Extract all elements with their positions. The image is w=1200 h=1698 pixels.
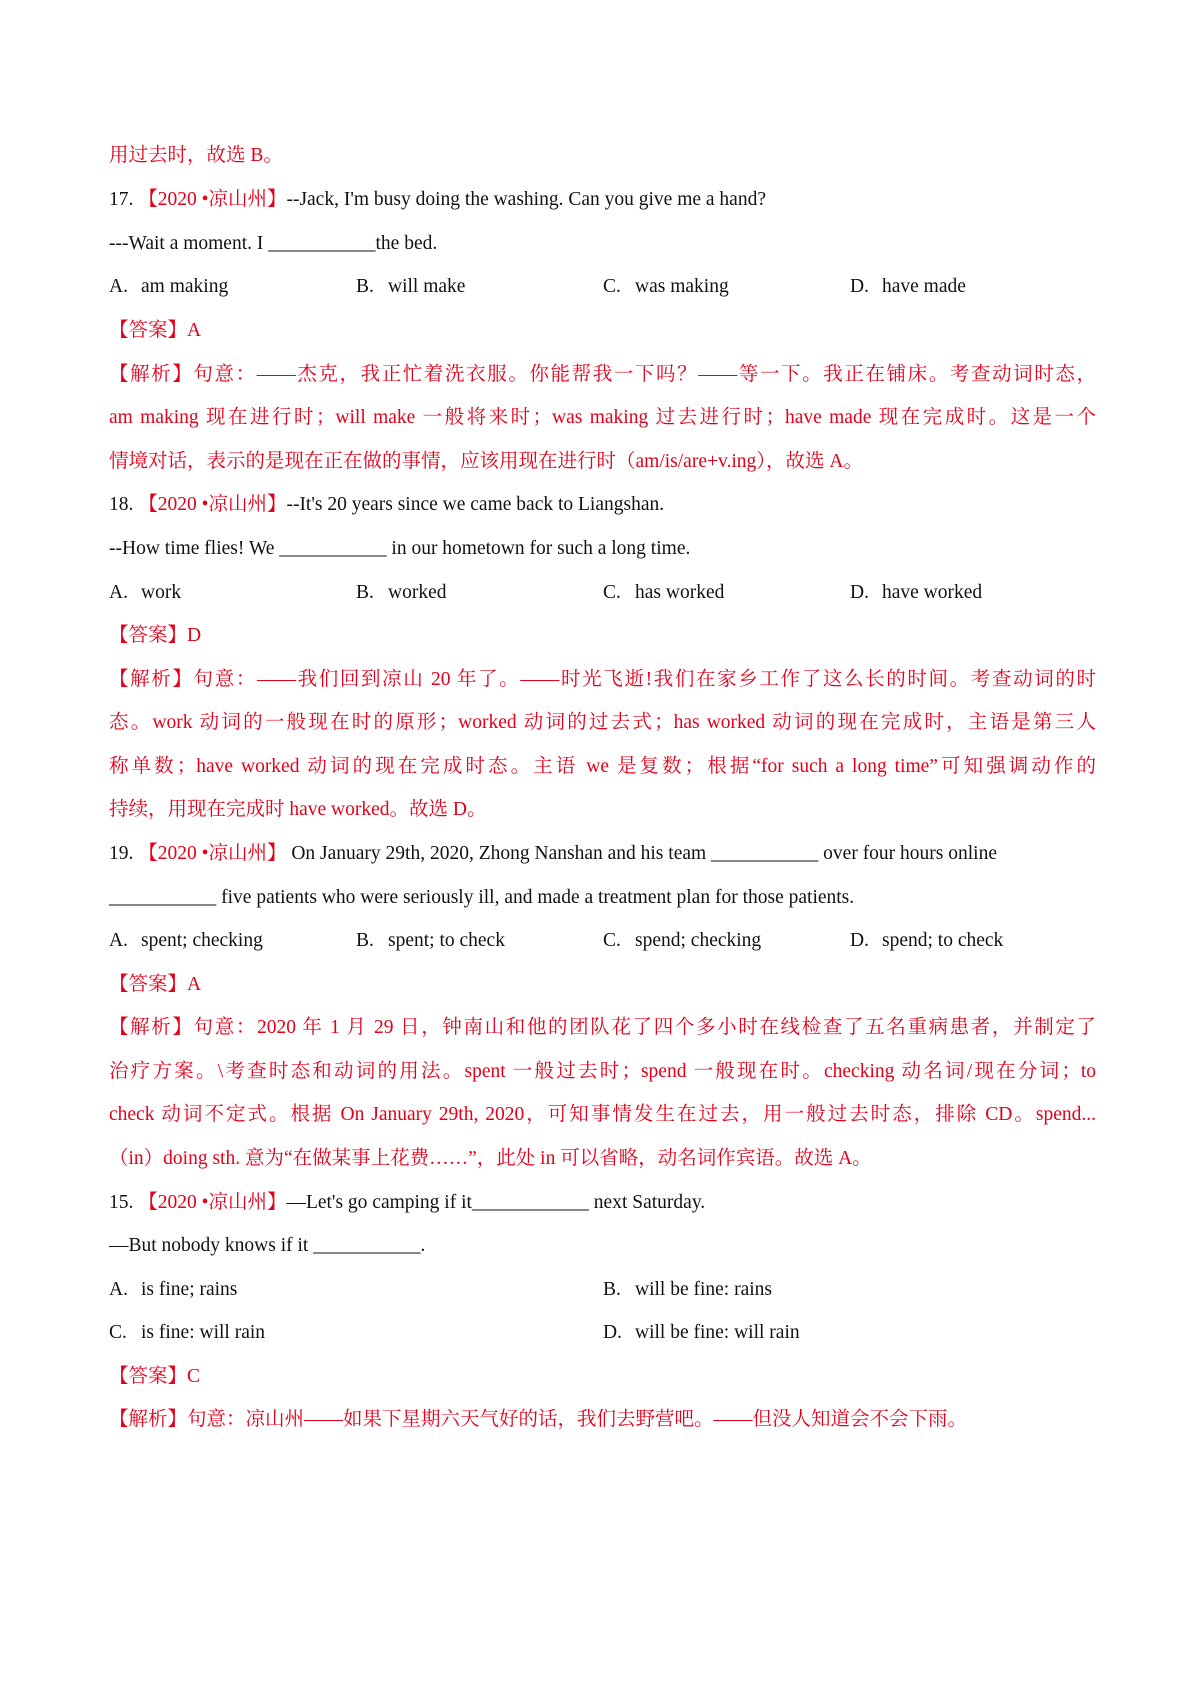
option-c: C. is fine: will rain <box>109 1322 266 1343</box>
option-c: C. spend; checking <box>603 930 762 951</box>
answer-line: 【答案】D <box>109 625 202 646</box>
option-d: D. have made <box>850 276 966 297</box>
answer-line: 【答案】A <box>109 974 202 995</box>
question-source-tag: 【2020 •凉山州】 <box>138 843 287 864</box>
question-17-stem <box>109 187 1096 213</box>
explanation-line: 持续，用现在完成时 have worked。故选 D。 <box>109 799 487 820</box>
option-d: D. spend; to check <box>850 930 1004 951</box>
explanation-line: 【解析】句意：2020 年 1 月 29 日，钟南山和他的团队花了四个多小时在线检查了五名重病患者，并制定了 <box>109 1017 1096 1038</box>
question-17-response: ---Wait a moment. I ___________the bed. <box>109 233 438 254</box>
option-d: D. have worked <box>850 582 983 603</box>
explanation-line: 情境对话，表示的是现在正在做的事情，应该用现在进行时（am/is/are+v.ing），故选 A。 <box>109 451 863 472</box>
question-text: --It's 20 years since we came back to Liangshan. <box>286 494 665 515</box>
explanation-tail-line: 用过去时，故选 B。 <box>109 145 283 166</box>
question-text: —Let's go camping if it____________ next Saturday. <box>286 1192 706 1213</box>
option-a: A. is fine; rains <box>109 1279 238 1300</box>
option-a: A. am making <box>109 276 229 297</box>
question-18-response: --How time flies! We ___________ in our hometown for such a long time. <box>109 538 691 559</box>
option-b: B. will make <box>356 276 466 297</box>
question-number: 15. <box>109 1192 134 1213</box>
explanation-line: 【解析】句意：凉山州——如果下星期六天气好的话，我们去野营吧。——但没人知道会不会下雨。 <box>109 1409 968 1430</box>
question-18-stem <box>109 492 1096 518</box>
answer-line: 【答案】C <box>109 1366 201 1387</box>
question-source-tag: 【2020 •凉山州】 <box>138 189 287 210</box>
explanation-line: （in）doing sth. 意为“在做某事上花费……”，此处 in 可以省略，动名词作宾语。故选 A。 <box>109 1148 872 1169</box>
question-number: 17. <box>109 189 134 210</box>
option-b: B. spent; to check <box>356 930 505 951</box>
option-c: C. has worked <box>603 582 725 603</box>
question-number: 18. <box>109 494 134 515</box>
option-b: B. will be fine: rains <box>603 1279 773 1300</box>
question-number: 19. <box>109 843 134 864</box>
question-source-tag: 【2020 •凉山州】 <box>138 494 287 515</box>
question-15-response: —But nobody knows if it ___________. <box>109 1235 426 1256</box>
question-source-tag: 【2020 •凉山州】 <box>138 1192 287 1213</box>
explanation-line: check 动词不定式。根据 On January 29th, 2020，可知事情发生在过去，用一般过去时态，排除 CD。spend... <box>109 1104 1096 1125</box>
answer-line: 【答案】A <box>109 320 202 341</box>
explanation-line: 治疗方案。\考查时态和动词的用法。spent 一般过去时；spend 一般现在时。checking 动名词/现在分词；to <box>109 1061 1096 1082</box>
explanation-line: 【解析】句意：——我们回到凉山 20 年了。——时光飞逝!我们在家乡工作了这么长的时间。考查动词的时 <box>109 669 1096 690</box>
question-15-stem <box>109 1190 1096 1216</box>
question-text: On January 29th, 2020, Zhong Nanshan and his team ___________ over four hours online <box>286 843 998 864</box>
explanation-line: 称单数；have worked 动词的现在完成时态。主语 we 是复数；根据“for such a long time”可知强调动作的 <box>109 756 1096 777</box>
question-19-continuation: ___________ five patients who were seriously ill, and made a treatment plan for those patients. <box>109 887 855 908</box>
explanation-line: 【解析】句意：——杰克，我正忙着洗衣服。你能帮我一下吗？——等一下。我正在铺床。考查动词时态， <box>109 364 1096 385</box>
question-19-stem <box>109 841 1096 867</box>
option-c: C. was making <box>603 276 729 297</box>
option-d: D. will be fine: will rain <box>603 1322 800 1343</box>
question-text: --Jack, I'm busy doing the washing. Can you give me a hand? <box>286 189 766 210</box>
option-a: A. work <box>109 582 182 603</box>
option-a: A. spent; checking <box>109 930 263 951</box>
option-b: B. worked <box>356 582 447 603</box>
explanation-line: am making 现在进行时；will make 一般将来时；was making 过去进行时；have made 现在完成时。这是一个 <box>109 407 1096 428</box>
explanation-line: 态。work 动词的一般现在时的原形；worked 动词的过去式；has worked 动词的现在完成时，主语是第三人 <box>109 712 1096 733</box>
